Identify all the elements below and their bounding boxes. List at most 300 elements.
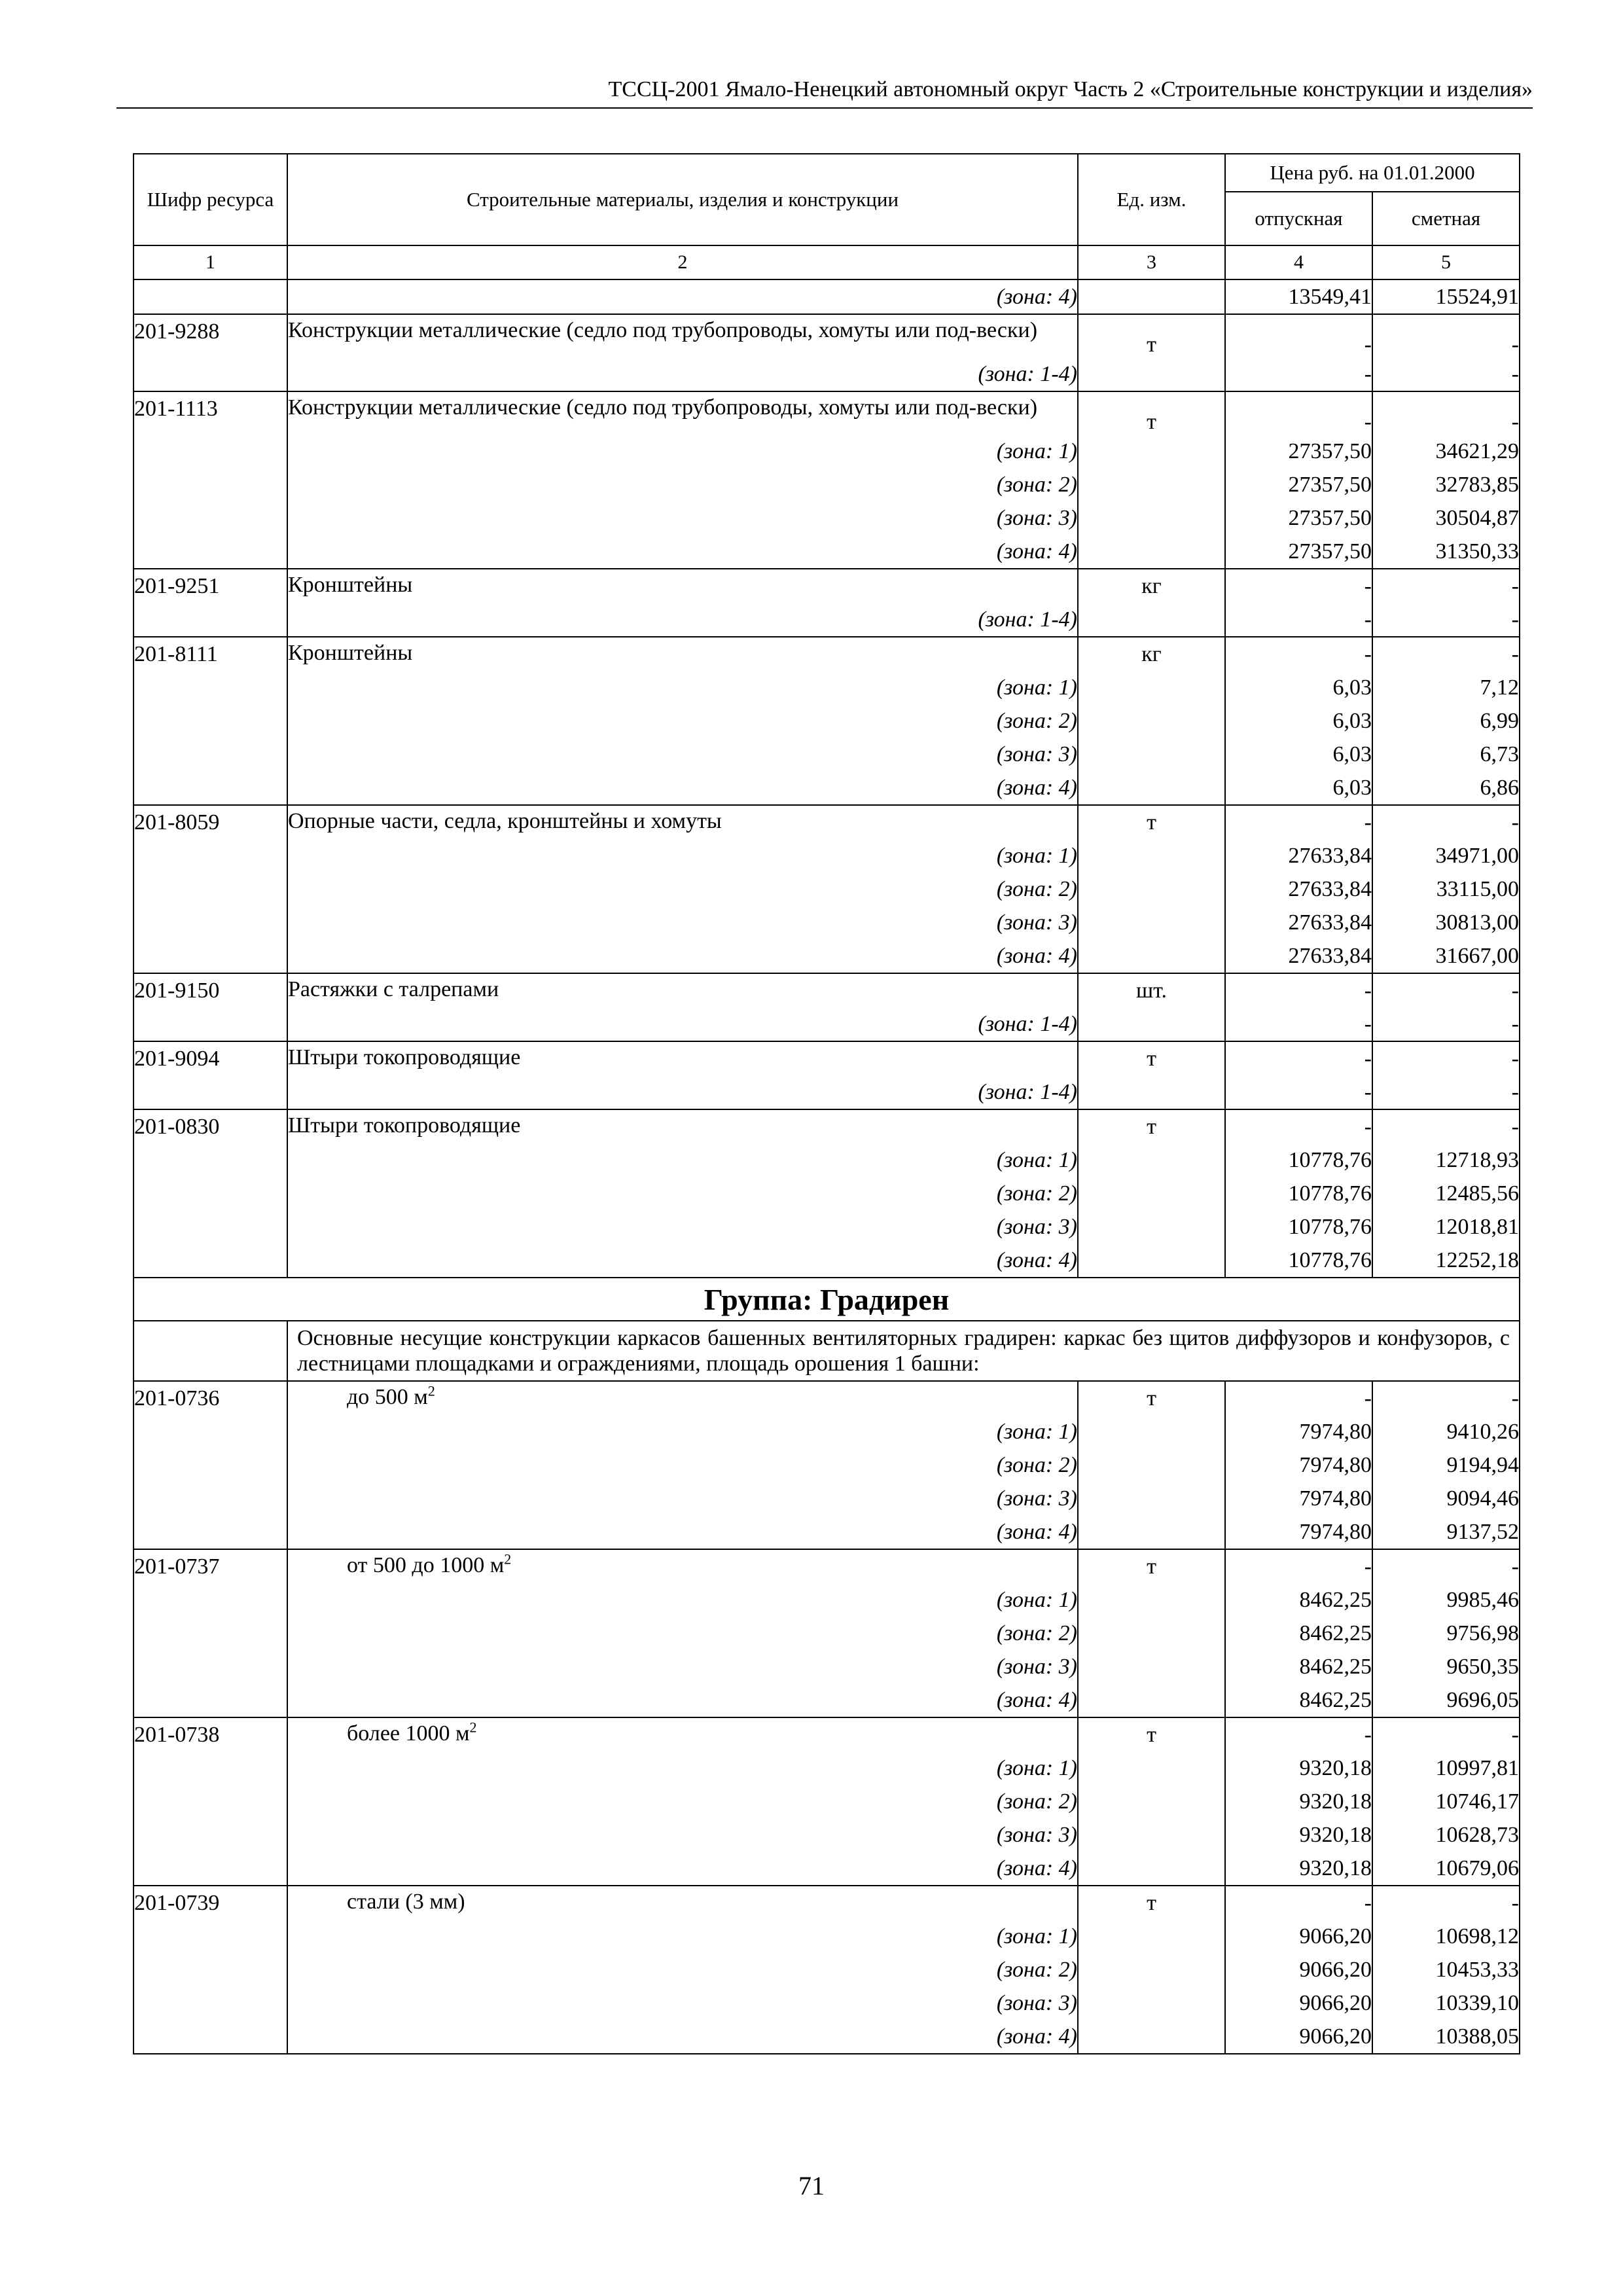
zone-label: (зона: 1)	[996, 844, 1077, 868]
estimate-price: 9650,35	[1372, 1650, 1520, 1683]
resource-name-text: стали (3 мм)	[347, 1890, 465, 1914]
unit: т	[1078, 1886, 1225, 1920]
resource-code: 201-1113	[134, 391, 287, 435]
zone-row	[134, 1986, 1520, 2020]
zone-label: (зона: 3)	[996, 910, 1077, 935]
resource-name-text: Штыри токопроводящие	[288, 1045, 521, 1069]
resource-name	[288, 1110, 1077, 1138]
zone-cell	[287, 1986, 1078, 2020]
zone-label: (зона: 1-4)	[978, 607, 1077, 632]
sale-price: 8462,25	[1225, 1583, 1372, 1617]
sale-price: 8462,25	[1225, 1617, 1372, 1650]
zone-cell	[287, 1920, 1078, 1953]
sale-price: 27357,50	[1225, 435, 1372, 468]
estimate-price: 10388,05	[1372, 2020, 1520, 2054]
unit: кг	[1078, 637, 1225, 671]
group-description: Основные несущие конструкции каркасов башенных вентиляторных градирен: каркас без щитов диффузоров и конфузоров, с лестницами площадками и ограждениями, площадь орошения 1 башни:	[287, 1321, 1520, 1381]
zone-row	[134, 1448, 1520, 1482]
zone-cell	[287, 906, 1078, 939]
zone-cell	[287, 738, 1078, 771]
zone-label: (зона: 4)	[996, 776, 1077, 800]
estimate-price: -	[1372, 1886, 1520, 1920]
estimate-price: 7,12	[1372, 671, 1520, 704]
zone-row	[134, 1515, 1520, 1549]
zone-label: (зона: 2)	[996, 877, 1077, 901]
zone-cell	[287, 1177, 1078, 1210]
zone-label: (зона: 4)	[996, 1520, 1077, 1544]
zone-cell	[287, 468, 1078, 501]
sale-price: 9320,18	[1225, 1818, 1372, 1852]
zone-row	[134, 1785, 1520, 1818]
zone-row	[134, 468, 1520, 501]
zone-cell	[287, 535, 1078, 569]
zone-cell	[287, 435, 1078, 468]
zone-label: (зона: 4)	[996, 539, 1077, 564]
resource-name-cell	[287, 1109, 1078, 1143]
carry-over-row	[134, 279, 1520, 314]
zone-label: (зона: 1-4)	[978, 362, 1077, 386]
resource-name-cell	[287, 391, 1078, 435]
sale-price: -	[1225, 1717, 1372, 1751]
resource-name-cell	[287, 973, 1078, 1007]
zone-cell	[287, 771, 1078, 805]
zone-cell	[287, 603, 1078, 637]
zone-label: (зона: 2)	[996, 1181, 1077, 1206]
estimate-price: -	[1372, 314, 1520, 357]
estimate-price: 9194,94	[1372, 1448, 1520, 1482]
unit: т	[1078, 314, 1225, 357]
estimate-price: 6,73	[1372, 738, 1520, 771]
unit-header-label: Ед. изм.	[1116, 188, 1186, 211]
resource-name	[288, 637, 1077, 666]
table-row	[134, 805, 1520, 839]
resource-name	[288, 1382, 1077, 1410]
superscript: 2	[504, 1551, 512, 1568]
zone-label: (зона: 2)	[996, 1789, 1077, 1814]
sale-price: 7974,80	[1225, 1448, 1372, 1482]
zone-row	[134, 906, 1520, 939]
resource-name-text: Кронштейны	[288, 573, 413, 597]
resource-name	[288, 392, 1077, 420]
resource-name	[288, 806, 1077, 834]
sale-price: -	[1225, 357, 1372, 391]
resource-code: 201-0739	[134, 1886, 287, 1920]
estimate-price: 12485,56	[1372, 1177, 1520, 1210]
estimate-price: 9985,46	[1372, 1583, 1520, 1617]
table-row	[134, 1381, 1520, 1415]
column-header-code	[134, 154, 287, 245]
resource-name-cell	[287, 637, 1078, 671]
sale-price: 9320,18	[1225, 1785, 1372, 1818]
sale-price: -	[1225, 1041, 1372, 1075]
zone-cell	[287, 501, 1078, 535]
sale-price: 6,03	[1225, 771, 1372, 805]
resource-name-text: от 500 до 1000 м	[347, 1553, 505, 1577]
resource-name	[288, 569, 1077, 598]
resource-name-text: Кронштейны	[288, 641, 413, 665]
sale-price: 9320,18	[1225, 1751, 1372, 1785]
resource-name-cell	[287, 314, 1078, 357]
table-row	[134, 973, 1520, 1007]
resource-name-text: до 500 м	[347, 1385, 428, 1409]
column-header-estimate: сметная	[1372, 192, 1520, 245]
zone-row	[134, 1177, 1520, 1210]
zone-cell	[287, 1583, 1078, 1617]
sale-price: 9066,20	[1225, 1986, 1372, 2020]
column-number: 5	[1372, 245, 1520, 279]
zone-row	[134, 1075, 1520, 1109]
sale-price: -	[1225, 1007, 1372, 1041]
zone-row	[134, 535, 1520, 569]
sale-price: 7974,80	[1225, 1515, 1372, 1549]
zone-label: (зона: 3)	[996, 1991, 1077, 2015]
zone-row	[134, 771, 1520, 805]
estimate-price: 34971,00	[1372, 839, 1520, 872]
zone-row	[134, 1244, 1520, 1278]
zone-row	[134, 2020, 1520, 2054]
unit: кг	[1078, 569, 1225, 603]
resource-code: 201-9251	[134, 569, 287, 603]
zone-cell	[287, 1143, 1078, 1177]
sale-price: -	[1225, 1886, 1372, 1920]
estimate-price: 31667,00	[1372, 939, 1520, 973]
zone-label: (зона: 4)	[996, 1688, 1077, 1712]
zone-label: (зона: 3)	[996, 1215, 1077, 1239]
resource-name-cell	[287, 569, 1078, 603]
sale-price: -	[1225, 1075, 1372, 1109]
sale-price: -	[1225, 1381, 1372, 1415]
sale-price: 27633,84	[1225, 906, 1372, 939]
unit: т	[1078, 805, 1225, 839]
column-header-price	[1225, 154, 1520, 192]
table-row	[134, 569, 1520, 603]
sale-price: 27357,50	[1225, 468, 1372, 501]
zone-row	[134, 603, 1520, 637]
resource-name-text: Штыри токопроводящие	[288, 1113, 521, 1138]
sale-price: 27633,84	[1225, 872, 1372, 906]
sale-price: -	[1225, 973, 1372, 1007]
resource-name	[288, 974, 1077, 1002]
zone-label: (зона: 2)	[996, 1453, 1077, 1477]
zone-row	[134, 671, 1520, 704]
zone-label: (зона: 3)	[996, 1486, 1077, 1511]
superscript: 2	[427, 1382, 435, 1399]
estimate-price: 10698,12	[1372, 1920, 1520, 1953]
zone-row	[134, 1852, 1520, 1886]
zone-label: (зона: 1-4)	[978, 1080, 1077, 1104]
unit: т	[1078, 1109, 1225, 1143]
sale-price: 6,03	[1225, 738, 1372, 771]
estimate-price: 12018,81	[1372, 1210, 1520, 1244]
zone-cell	[287, 357, 1078, 391]
sale-price: 7974,80	[1225, 1415, 1372, 1448]
zone-row	[134, 1210, 1520, 1244]
sale-price: 9066,20	[1225, 1953, 1372, 1986]
estimate-price: 34621,29	[1372, 435, 1520, 468]
zone-row	[134, 939, 1520, 973]
zone-cell	[287, 671, 1078, 704]
zone-row	[134, 1650, 1520, 1683]
zone-cell	[287, 1953, 1078, 1986]
zone-row	[134, 1143, 1520, 1177]
zone-label: (зона: 3)	[996, 1823, 1077, 1847]
price-table	[133, 153, 1520, 2054]
zone-row	[134, 872, 1520, 906]
zone-label: (зона: 1)	[996, 1588, 1077, 1612]
table-row	[134, 1549, 1520, 1583]
zone-cell	[287, 1007, 1078, 1041]
zone-label: (зона: 3)	[996, 742, 1077, 766]
zone-cell	[287, 1852, 1078, 1886]
group-title: Группа: Градирен	[134, 1278, 1520, 1321]
column-number: 3	[1078, 245, 1225, 279]
unit: т	[1078, 1717, 1225, 1751]
running-header: ТССЦ-2001 Ямало-Ненецкий автономный округ Часть 2 «Строительные конструкции и изделия»	[116, 72, 1533, 109]
resource-code: 201-8111	[134, 637, 287, 671]
zone-label: (зона: 3)	[996, 1655, 1077, 1679]
estimate-price: -	[1372, 805, 1520, 839]
zone-label: (зона: 4)	[996, 944, 1077, 968]
resource-name	[288, 1042, 1077, 1070]
resource-name-text: Растяжки с талрепами	[288, 977, 499, 1001]
resource-name	[288, 315, 1077, 343]
sale-price: 27357,50	[1225, 501, 1372, 535]
sale-price: 27633,84	[1225, 939, 1372, 973]
table-row	[134, 1886, 1520, 1920]
estimate-price: 30504,87	[1372, 501, 1520, 535]
resource-name	[288, 1550, 1077, 1578]
sale-price: -	[1225, 314, 1372, 357]
resource-code: 201-0830	[134, 1109, 287, 1143]
price-header-label: Цена руб. на 01.01.2000	[1270, 161, 1475, 184]
column-number: 4	[1225, 245, 1372, 279]
resource-code: 201-0736	[134, 1381, 287, 1415]
estimate-price: 6,99	[1372, 704, 1520, 738]
column-number-row	[134, 245, 1520, 279]
zone-row	[134, 501, 1520, 535]
column-header-unit	[1078, 154, 1225, 245]
zone-row	[134, 1482, 1520, 1515]
resource-code: 201-9150	[134, 973, 287, 1007]
zone-row	[134, 357, 1520, 391]
zone-row	[134, 1415, 1520, 1448]
resource-code: 201-9288	[134, 314, 287, 357]
resource-name	[288, 1886, 1077, 1914]
sale-price: 8462,25	[1225, 1683, 1372, 1717]
sale-price: -	[1225, 805, 1372, 839]
table-row	[134, 391, 1520, 435]
sale-price: 6,03	[1225, 671, 1372, 704]
estimate-price: -	[1372, 1075, 1520, 1109]
estimate-price: -	[1372, 1041, 1520, 1075]
estimate-price: -	[1372, 1109, 1520, 1143]
estimate-price: -	[1372, 391, 1520, 435]
sale-price: -	[1225, 569, 1372, 603]
group-intro-row	[134, 1321, 1520, 1381]
unit: т	[1078, 1041, 1225, 1075]
sale-price: 10778,76	[1225, 1177, 1372, 1210]
sale-price: 13549,41	[1225, 279, 1372, 314]
sale-price: 10778,76	[1225, 1143, 1372, 1177]
estimate-price: 10679,06	[1372, 1852, 1520, 1886]
resource-name-cell	[287, 1381, 1078, 1415]
zone-cell	[287, 1448, 1078, 1482]
estimate-price: 31350,33	[1372, 535, 1520, 569]
zone-cell	[287, 1482, 1078, 1515]
estimate-price: -	[1372, 1717, 1520, 1751]
resource-name-cell	[287, 1549, 1078, 1583]
resource-name-text: Конструкции металлические (седло под трубопроводы, хомуты или под-вески)	[288, 395, 1038, 420]
zone-label: (зона: 4)	[996, 1856, 1077, 1880]
zone-label: (зона: 1)	[996, 1148, 1077, 1172]
column-number: 2	[287, 245, 1078, 279]
page-number: 71	[798, 2171, 825, 2200]
sale-price: -	[1225, 391, 1372, 435]
name-header-label: Строительные материалы, изделия и конструкции	[466, 188, 899, 211]
sale-price: -	[1225, 1109, 1372, 1143]
zone-row	[134, 704, 1520, 738]
estimate-price: -	[1372, 1007, 1520, 1041]
zone-cell	[287, 704, 1078, 738]
zone-cell	[287, 1075, 1078, 1109]
zone-row	[134, 1818, 1520, 1852]
zone-label: (зона: 4)	[996, 1248, 1077, 1272]
estimate-price: 30813,00	[1372, 906, 1520, 939]
table-row	[134, 1717, 1520, 1751]
zone-cell	[287, 872, 1078, 906]
resource-name-cell	[287, 1717, 1078, 1751]
zone-label: (зона: 2)	[996, 1621, 1077, 1645]
resource-code: 201-9094	[134, 1041, 287, 1075]
sale-price: 9066,20	[1225, 2020, 1372, 2054]
estimate-price: -	[1372, 603, 1520, 637]
superscript: 2	[469, 1719, 477, 1736]
estimate-price: 10453,33	[1372, 1953, 1520, 1986]
estimate-price: -	[1372, 1381, 1520, 1415]
zone-label: (зона: 1)	[996, 675, 1077, 700]
estimate-price: 10997,81	[1372, 1751, 1520, 1785]
zone-label: (зона: 4)	[996, 2024, 1077, 2049]
sale-price: 6,03	[1225, 704, 1372, 738]
estimate-price: -	[1372, 357, 1520, 391]
zone-cell	[287, 1244, 1078, 1278]
zone-cell	[287, 1515, 1078, 1549]
sale-price: 9320,18	[1225, 1852, 1372, 1886]
estimate-price: 15524,91	[1372, 279, 1520, 314]
estimate-price: 12718,93	[1372, 1143, 1520, 1177]
resource-code: 201-0737	[134, 1549, 287, 1583]
sale-price: -	[1225, 603, 1372, 637]
unit: т	[1078, 1549, 1225, 1583]
unit: т	[1078, 1381, 1225, 1415]
sale-price: 10778,76	[1225, 1210, 1372, 1244]
zone-cell	[287, 1210, 1078, 1244]
estimate-price: -	[1372, 1549, 1520, 1583]
estimate-price: 10628,73	[1372, 1818, 1520, 1852]
zone-label: (зона: 1)	[996, 439, 1077, 463]
sale-price: 27633,84	[1225, 839, 1372, 872]
estimate-price: 9756,98	[1372, 1617, 1520, 1650]
estimate-price: 9094,46	[1372, 1482, 1520, 1515]
table-row	[134, 1041, 1520, 1075]
zone-cell	[287, 1751, 1078, 1785]
resource-name-text: Конструкции металлические (седло под трубопроводы, хомуты или под-вески)	[288, 318, 1038, 342]
zone-label: (зона: 3)	[996, 506, 1077, 530]
unit: шт.	[1078, 973, 1225, 1007]
sale-price: -	[1225, 1549, 1372, 1583]
zone-label: (зона: 2)	[996, 1958, 1077, 1982]
column-header-sale: отпускная	[1225, 192, 1372, 245]
table-row	[134, 1109, 1520, 1143]
table-row	[134, 314, 1520, 357]
sale-price: 8462,25	[1225, 1650, 1372, 1683]
zone-row	[134, 435, 1520, 468]
zone-cell	[287, 1785, 1078, 1818]
resource-name	[288, 1718, 1077, 1746]
zone-label: (зона: 1)	[996, 1756, 1077, 1780]
resource-name-text: Опорные части, седла, кронштейны и хомуты	[288, 809, 722, 833]
resource-name-text: более 1000 м	[347, 1721, 470, 1746]
sale-price: 10778,76	[1225, 1244, 1372, 1278]
resource-name-cell	[287, 805, 1078, 839]
zone-cell	[287, 1415, 1078, 1448]
zone-cell	[287, 839, 1078, 872]
estimate-price: -	[1372, 569, 1520, 603]
zone-row	[134, 1617, 1520, 1650]
zone-label: (зона: 1)	[996, 1924, 1077, 1948]
sale-price: 9066,20	[1225, 1920, 1372, 1953]
estimate-price: 10339,10	[1372, 1986, 1520, 2020]
zone-label: (зона: 4)	[996, 285, 1077, 309]
zone-row	[134, 1751, 1520, 1785]
zone-cell	[287, 1818, 1078, 1852]
estimate-price: 9410,26	[1372, 1415, 1520, 1448]
zone-row	[134, 1920, 1520, 1953]
estimate-price: 9696,05	[1372, 1683, 1520, 1717]
zone-row	[134, 738, 1520, 771]
group-heading-row	[134, 1278, 1520, 1321]
resource-code: 201-8059	[134, 805, 287, 839]
zone-label: (зона: 2)	[996, 473, 1077, 497]
zone-row	[134, 839, 1520, 872]
column-header-name	[287, 154, 1078, 245]
zone-cell	[287, 1650, 1078, 1683]
sale-price: 7974,80	[1225, 1482, 1372, 1515]
estimate-price: -	[1372, 637, 1520, 671]
table-row	[134, 637, 1520, 671]
unit: т	[1078, 391, 1225, 435]
estimate-price: 33115,00	[1372, 872, 1520, 906]
table-header-row	[134, 154, 1520, 192]
resource-name-cell	[287, 1041, 1078, 1075]
zone-label: (зона: 2)	[996, 709, 1077, 733]
estimate-price: 12252,18	[1372, 1244, 1520, 1278]
sale-price: -	[1225, 637, 1372, 671]
zone-cell	[287, 939, 1078, 973]
code-header-label: Шифр ресурса	[147, 188, 274, 211]
zone-cell	[287, 1617, 1078, 1650]
zone-row	[134, 1583, 1520, 1617]
zone-row	[134, 1683, 1520, 1717]
column-number: 1	[134, 245, 287, 279]
zone-row	[134, 1007, 1520, 1041]
zone-cell	[287, 1683, 1078, 1717]
estimate-price: -	[1372, 973, 1520, 1007]
zone-cell	[287, 2020, 1078, 2054]
zone-row	[134, 1953, 1520, 1986]
estimate-price: 9137,52	[1372, 1515, 1520, 1549]
zone-label: (зона: 1-4)	[978, 1012, 1077, 1036]
